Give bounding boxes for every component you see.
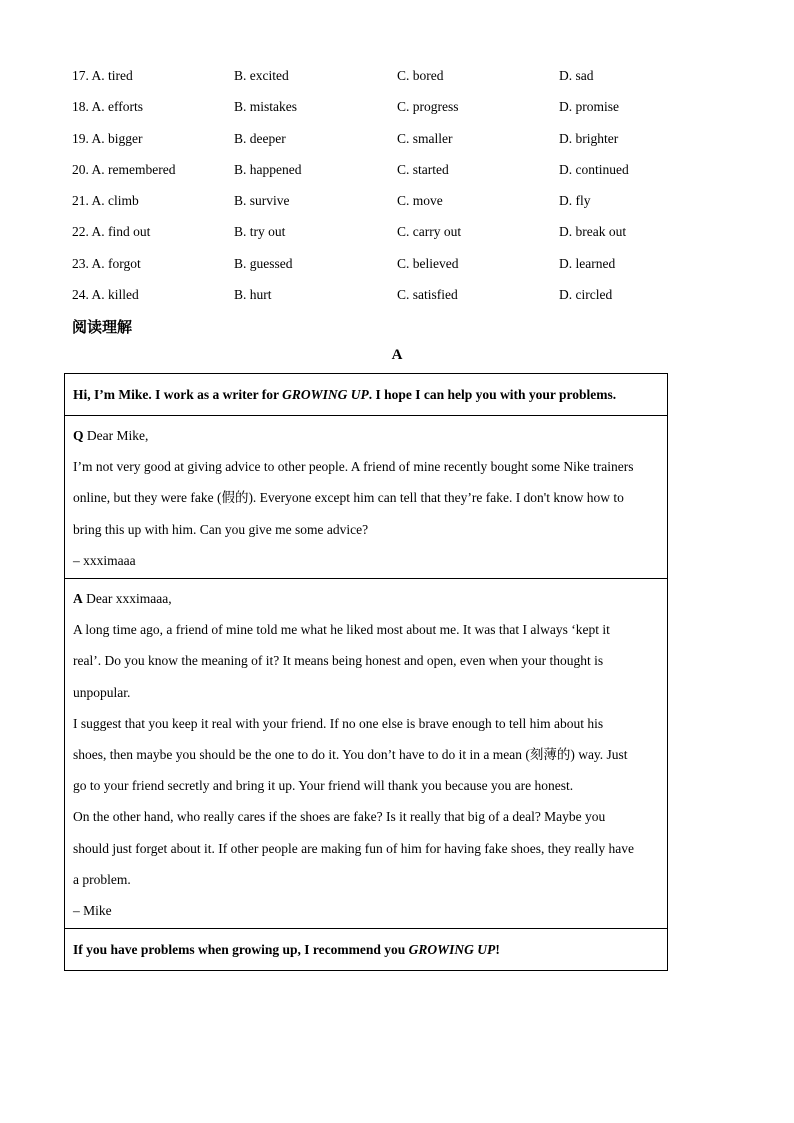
option-row-24 [72, 285, 692, 316]
answer-line: shoes, then maybe you should be the one to do it. You don’t have to do it in a mean (刻薄的) way. Just [73, 747, 628, 763]
greeting-text: Dear xxximaaa, [82, 591, 172, 607]
option-row-20 [72, 160, 692, 191]
option-d: D. fly [559, 193, 591, 209]
question-signature: – xxximaaa [73, 552, 136, 568]
answer-line: go to your friend secretly and bring it up. Your friend will thank you because you are honest. [73, 778, 574, 794]
option-a: 19. A. bigger [72, 130, 143, 146]
magazine-name: GROWING UP [282, 386, 369, 402]
passage-label: A [391, 347, 403, 363]
intro-text [73, 387, 616, 403]
option-d: D. break out [559, 224, 627, 240]
passage-table [64, 373, 668, 971]
option-row-21 [72, 191, 692, 222]
answer-line: real’. Do you know the meaning of it? It means being honest and open, even when your thought is [73, 653, 604, 669]
option-b: B. deeper [234, 130, 286, 146]
closing-text-end: ! [495, 941, 500, 957]
option-d: D. brighter [559, 130, 619, 146]
question-greeting [73, 420, 659, 451]
answer-cell [65, 578, 667, 928]
option-b: B. guessed [234, 255, 293, 271]
option-b: B. happened [234, 161, 302, 177]
option-b: B. mistakes [234, 99, 297, 115]
option-c: C. smaller [397, 130, 453, 146]
option-a: 23. A. forgot [72, 255, 141, 271]
option-c: C. move [397, 193, 443, 209]
question-marker: Q [73, 428, 84, 443]
option-row-22 [72, 222, 692, 253]
option-row-19 [72, 129, 692, 160]
option-c: C. carry out [397, 224, 462, 240]
answer-line: On the other hand, who really cares if the shoes are fake? Is it really that big of a deal? Maybe you [73, 809, 606, 825]
option-a: 20. A. remembered [72, 161, 176, 177]
intro-header [65, 374, 667, 415]
option-c: C. believed [397, 255, 459, 271]
question-line: bring this up with him. Can you give me some advice? [73, 521, 369, 537]
option-c: C. started [397, 161, 449, 177]
option-a: 22. A. find out [72, 224, 151, 240]
closing-footer [65, 928, 667, 970]
option-a: 18. A. efforts [72, 99, 143, 115]
option-a: 21. A. climb [72, 193, 139, 209]
option-row-17 [72, 66, 692, 97]
closing-text-start: If you have problems when growing up, I recommend you [73, 941, 409, 957]
option-row-23 [72, 254, 692, 285]
question-line: I’m not very good at giving advice to other people. A friend of mine recently bought some Nike trainers [73, 459, 634, 475]
answer-line: I suggest that you keep it real with your friend. If no one else is brave enough to tell him about his [73, 715, 604, 731]
option-c: C. satisfied [397, 287, 458, 303]
answer-signature: – Mike [73, 903, 112, 919]
options-list [72, 66, 692, 316]
option-b: B. survive [234, 193, 290, 209]
answer-line: unpopular. [73, 684, 131, 700]
option-d: D. continued [559, 161, 629, 177]
option-c: C. progress [397, 99, 459, 115]
answer-line: should just forget about it. If other people are making fun of him for having fake shoes, they really have [73, 840, 634, 856]
option-d: D. promise [559, 99, 619, 115]
option-row-18 [72, 97, 692, 128]
answer-line: a problem. [73, 871, 131, 887]
option-d: D. circled [559, 287, 613, 303]
question-line: online, but they were fake (假的). Everyone except him can tell that they’re fake. I don't know how to [73, 490, 624, 506]
question-cell [65, 415, 667, 578]
answer-line: A long time ago, a friend of mine told me what he liked most about me. It was that I always ‘kept it [73, 622, 610, 638]
magazine-name: GROWING UP [408, 941, 496, 957]
option-b: B. hurt [234, 287, 272, 303]
intro-text-end: . I hope I can help you with your problems. [368, 386, 617, 402]
greeting-text: Dear Mike, [83, 428, 149, 443]
option-a: 17. A. tired [72, 68, 133, 83]
option-d: D. learned [559, 255, 616, 271]
answer-greeting [73, 583, 659, 614]
option-b: B. try out [234, 224, 286, 240]
section-title: 阅读理解 [72, 318, 133, 336]
answer-marker: A [73, 591, 83, 607]
option-c: C. bored [397, 68, 444, 83]
option-a: 24. A. killed [72, 287, 139, 303]
intro-text-start: Hi, I’m Mike. I work as a writer for [73, 386, 283, 402]
closing-text [73, 942, 500, 958]
option-d: D. sad [559, 68, 594, 83]
option-b: B. excited [234, 68, 289, 83]
